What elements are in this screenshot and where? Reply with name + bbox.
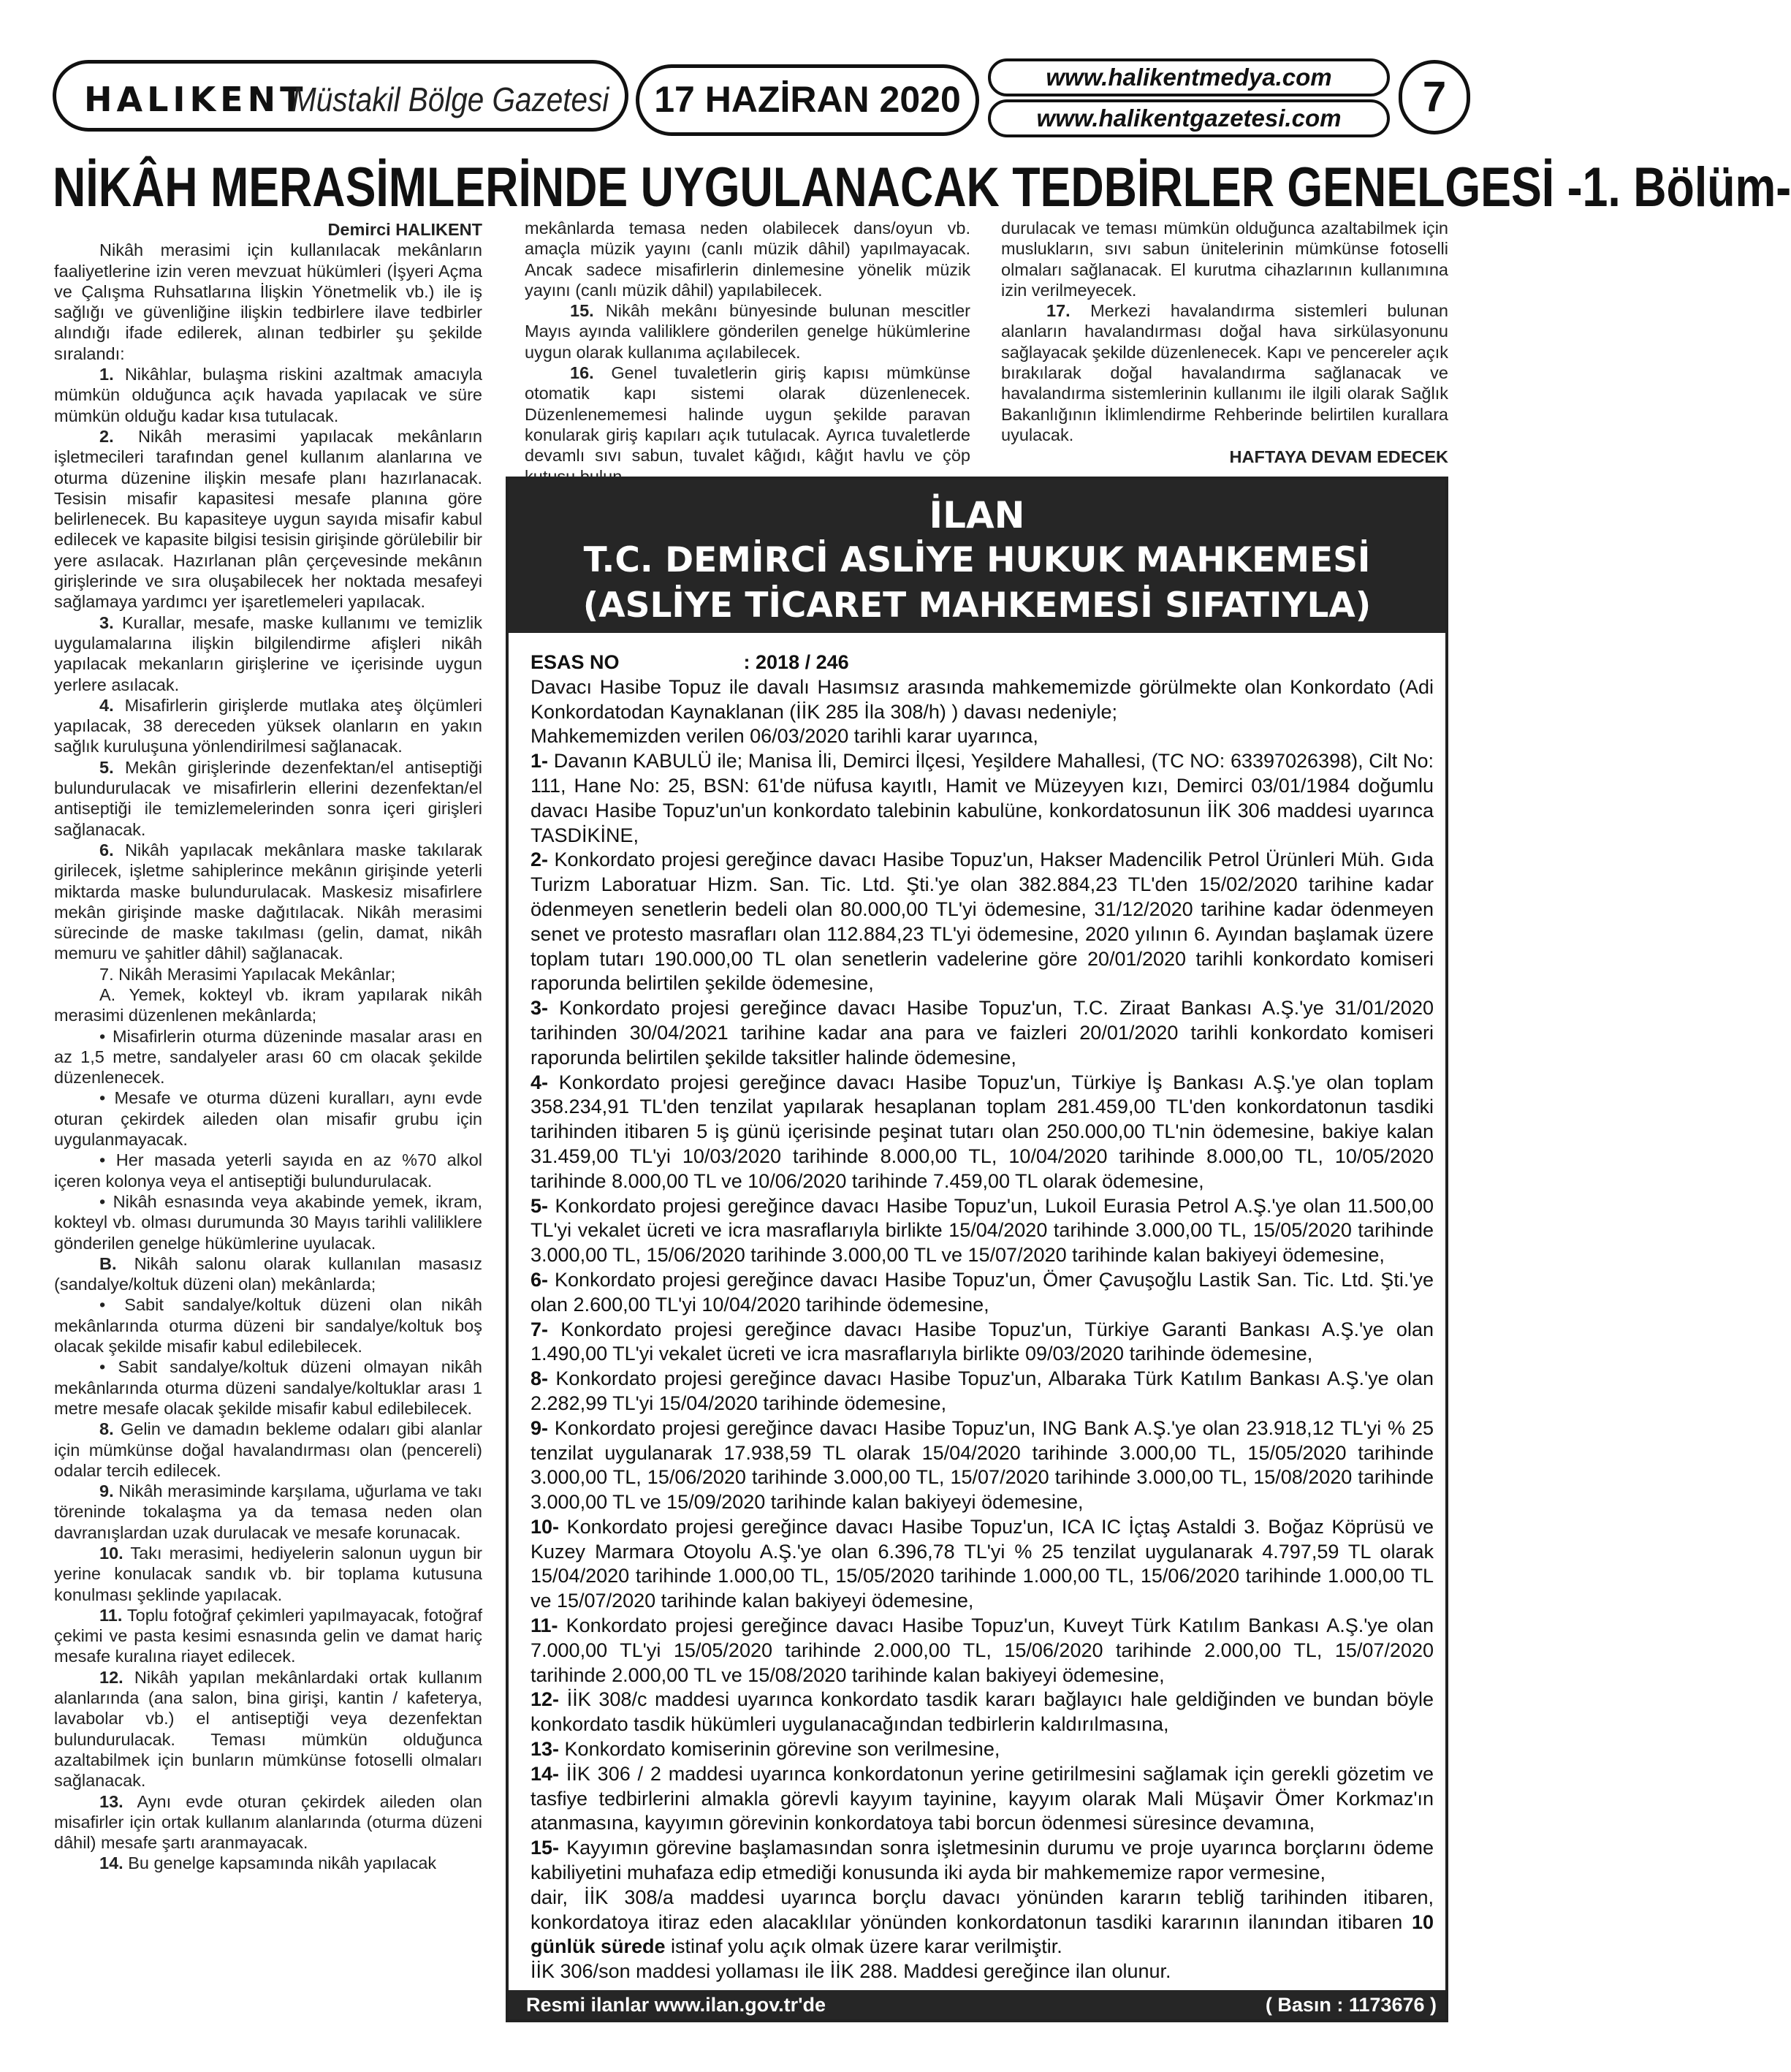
paragraph — [54, 984, 482, 1026]
paragraph-text: Konkordato projesi gereğince davacı Hasibe Topuz'un, Albaraka Türk Katılım Bankası A.Ş.'ye olan 2.282,99 TL'yi 15/04/2020 tarihinde ödemesine, — [531, 1367, 1434, 1414]
paragraph-text: Misafirlerin girişlerde mutlaka ateş ölçümleri yapılacak, 38 dereceden yüksek olanların en yakın sağlık kuruluşuna yönlendirilmesi sağlanacak. — [54, 695, 482, 756]
legal-notice-body — [531, 650, 1434, 1984]
paragraph-text: Konkordato projesi gereğince davacı Hasibe Topuz'un, ICA IC İçtaş Astaldi 3. Boğaz Köprüsü ve Kuzey Marmara Otoyolu A.Ş.'ye olan 6.396,78 TL'yi % 25 tenzilat uygulanarak 4.797,59 TL olarak 15/04/2020 tarihinde 1.000,00 TL, 15/05/2020 tarihinde 1.000,00 TL, 15/06/2020 tarihinde 1.000,00 TL ve 15/07/2020 tarihinde kalan bakiyeyi ödemesine, — [531, 1515, 1434, 1612]
continued-notice: HAFTAYA DEVAM EDECEK — [1229, 447, 1448, 467]
paragraph-number: 6- — [531, 1268, 549, 1291]
paragraph — [525, 218, 970, 300]
paragraph-text: Davanın KABULÜ ile; Manisa İli, Demirci İlçesi, Yeşildere Mahallesi, (TC NO: 63397026398), Cilt No: 111, Hane No: 25, BSN: 61'de nüfusa kayıtlı, Hamit ve Müzeyyen kızı, Demirci 03/01/1984 doğumlu davacı Hasibe Topuz'un'un konkordato talebinin kabulüne, konkordatosunun İİK 306 maddesi uyarınca TASDİKİNE, — [531, 750, 1434, 846]
paragraph-text: Toplu fotoğraf çekimleri yapılmayacak, fotoğraf çekimi ve pasta kesimi esnasında gelin ve damat hariç mesafe kuralına riayet edilecek. — [54, 1605, 482, 1666]
paragraph — [531, 675, 1434, 725]
case-number-value: : 2018 / 246 — [743, 651, 849, 673]
paragraph — [54, 240, 482, 364]
paragraph — [531, 996, 1434, 1070]
paragraph-number: 8- — [531, 1367, 549, 1390]
paragraph — [1001, 218, 1448, 300]
paragraph-text: Konkordato projesi gereğince davacı Hasibe Topuz'un, Hakser Madencilik Petrol Ürünleri Müh. Gıda Turizm Laboratuar Hizm. San. Tic. Ltd. Şti.'ye olan 382.884,23 TL'den 15/02/2020 tarihine kadar ödenmeyen senetlerin bedeli olan 80.000,00 TL'yi ödemesine, 31/12/2020 tarihine kadar ödenmeyen senet ve protesto masrafları olan 112.884,23 TL'yi ödemesine, 2020 yılının 6. Ayından başlamak üzere toplam tutarı 190.000,00 TL olan senetlerin vadelerine göre 20/01/2020 tarihli konkordato komiseri raporunda belirtilen şekilde ödemesine, — [531, 849, 1434, 995]
paragraph — [54, 364, 482, 426]
paragraph-number: 9. — [99, 1481, 114, 1501]
paragraph-number: 5. — [99, 757, 114, 777]
paragraph-text: Nikâh merasiminde karşılama, uğurlama ve takı töreninde tokalaşma ya da temasa neden olan davranışlardan uzak durulacak ve mesafe korunacak. — [54, 1481, 482, 1542]
paragraph — [54, 1853, 482, 1873]
brand-box — [53, 60, 628, 132]
paragraph-text: Mahkememizden verilen 06/03/2020 tarihli karar uyarınca, — [531, 725, 1038, 748]
paragraph — [525, 300, 970, 363]
paragraph — [531, 1318, 1434, 1367]
article-column-1-body — [54, 240, 482, 1873]
paragraph-number: 1- — [531, 750, 549, 773]
paragraph-number: 15- — [531, 1837, 560, 1859]
paragraph — [54, 1356, 482, 1419]
paragraph-text: • Her masada yeterli sayıda en az %70 alkol içeren kolonya veya el antiseptiği bulundurulacak. — [54, 1150, 482, 1191]
paragraph — [54, 1088, 482, 1150]
paragraph — [531, 1762, 1434, 1836]
paragraph — [54, 426, 482, 612]
paragraph — [54, 1191, 482, 1253]
paragraph-number: 14. — [99, 1853, 123, 1873]
paragraph-text: Bu genelge kapsamında nikâh yapılacak — [128, 1853, 437, 1873]
paragraph — [525, 363, 970, 487]
paragraph-number: 12. — [99, 1667, 123, 1687]
paragraph-text: Kayyımın görevine başlamasından sonra işletmesinin durumu ve proje uyarınca borçlarını ödeme kabiliyetini muhafaza edip etmediği konusunda iki ayda bir mahkememize rapor vermesine, — [531, 1837, 1434, 1884]
newspaper-tagline: Müstakil Bölge Gazetesi — [292, 80, 609, 118]
paragraph — [531, 1614, 1434, 1688]
paragraph-text: Nikâh mekânı bünyesinde bulunan mescitler Mayıs ayında valiliklere gönderilen genelge hükümlerine uygun olarak kullanıma açılabilecek. — [525, 301, 971, 362]
paragraph — [54, 612, 482, 695]
article-column-2-body — [525, 218, 970, 487]
paragraph-text: A. Yemek, kokteyl vb. ikram yapılarak nikâh merasimi düzenlenen mekânlarda; — [54, 984, 482, 1025]
legal-notice-paragraphs — [531, 675, 1434, 1984]
paragraph — [54, 695, 482, 757]
paragraph — [531, 1416, 1434, 1515]
paragraph-text: Nikâh yapılacak mekânlara maske takılarak girilecek, işletme sahiplerince mekânın girişinde yeterli miktarda maske bulundurulacak. Maskesiz misafirlere mekân girişinde maske dağıtılacak. Nikâh merasimi sürecinde de maske takılması (gelin, damat, nikâh memuru ve şahitler dâhil) sağlanacak. — [54, 840, 483, 963]
paragraph-text: Konkordato projesi gereğince davacı Hasibe Topuz'un, Türkiye Garanti Bankası A.Ş.'ye olan 1.490,00 TL'yi vekalet ücreti ve icra masraflarıyla birlikte 09/03/2020 tarihinde ödemesine, — [531, 1318, 1434, 1365]
paragraph-number: 3. — [99, 612, 114, 632]
paragraph-text: Konkordato projesi gereğince davacı Hasibe Topuz'un, Türkiye İş Bankası A.Ş.'ye olan toplam 358.234,91 TL'den tenzilat yapılarak hesaplanan toplam 281.459,00 TL'den konkordatonun tasdiki tarihinden itibaren 5 iş günü içerisinde peşinat tutarı olan 250.000,00 TL'nin ödemesine, bakiye kalan 31.459,00 TL'yi 10/03/2020 tarihinde 8.000,00 TL, 10/04/2020 tarihinde 8.000,00 TL, 10/05/2020 tarihinde 8.000,00 TL ve 10/06/2020 tarihinde 7.459,00 TL olarak ödemesine, — [531, 1071, 1434, 1192]
legal-notice-header — [509, 479, 1445, 633]
article-byline: Demirci HALIKENT — [327, 220, 482, 239]
paragraph-text: Davacı Hasibe Topuz ile davalı Hasımsız arasında mahkememizde görülmekte olan Konkordato (Adi Konkordatodan Kaynaklanan (İİK 285 İla 308/h) ) davası nedeniyle; — [531, 675, 1434, 723]
paragraph-number: 13- — [531, 1738, 560, 1761]
paragraph — [54, 757, 482, 840]
paragraph-text: Nikâh yapılan mekânlardaki ortak kullanım alanlarında (ana salon, bina girişi, kantin / kafeterya, lavabolar vb.) el antiseptiği veya dezenfektan bulundurulacak. Teması mümkün olduğunca azaltabilmek için bunların mümkünse fotoselli olmaları sağlanacak. — [54, 1667, 482, 1791]
paragraph-number: 17. — [1046, 301, 1071, 321]
paragraph — [531, 1688, 1434, 1737]
paragraph — [531, 724, 1434, 749]
newspaper-name: HALIKENT — [84, 80, 308, 119]
court-capacity: (ASLİYE TİCARET MAHKEMESİ SIFATIYLA) — [582, 585, 1372, 626]
paragraph-text: Nikâhlar, bulaşma riskini azaltmak amacıyla mümkün olduğunca açık havada yapılacak ve süre mümkün olduğu kadar kısa tutulacak. — [54, 365, 482, 425]
paragraph-number: 15. — [570, 301, 594, 321]
paragraph — [54, 964, 482, 984]
paragraph-text: • Misafirlerin oturma düzeninde masalar arası en az 1,5 metre, sandalyeler arası 60 cm olacak şekilde düzenlenecek. — [54, 1026, 482, 1088]
website-link-medya[interactable]: www.halikentmedya.com — [988, 58, 1390, 96]
paragraph — [531, 1515, 1434, 1614]
paragraph-number: 12- — [531, 1688, 560, 1711]
paragraph-text: Konkordato projesi gereğince davacı Hasibe Topuz'un, T.C. Ziraat Bankası A.Ş.'ye 31/01/2020 tarihinden 30/04/2021 tarihine kadar ana para ve faizleri 20/01/2020 tarihli konkordato komiseri raporunda belirtilen şekilde taksitler halinde ödemesine, — [531, 997, 1434, 1069]
paragraph-number: 10. — [99, 1544, 123, 1563]
paragraph — [54, 1481, 482, 1543]
paragraph — [54, 1419, 482, 1481]
paragraph-number: 5- — [531, 1194, 549, 1217]
paragraph-text: Genel tuvaletlerin giriş kapısı mümkünse otomatik kapı sistemi olarak düzenlenecek. Düzenlenememesi halinde uygun şekilde paravan konularak giriş kapıları açık tutulacak. Ayrıca tuvaletlerde devamlı sıvı sabun, tuvalet kâğıdı, kâğıt havlu ve çöp — [525, 363, 970, 466]
paragraph-text: Mekân girişlerinde dezenfektan/el antiseptiği bulundurulacak ve misafirlerin ellerini dezenfektan/el antiseptiği ile temizlemelerinden sonra içeri girişleri sağlanacak. — [54, 757, 482, 839]
article-headline: NİKÂH MERASİMLERİNDE UYGULANACAK TEDBİRLER GENELGESİ -1. Bölüm- — [53, 156, 1791, 219]
paragraph-text: İİK 306/son maddesi yollaması ile İİK 288. Maddesi gereğince ilan olunur. — [531, 1960, 1171, 1983]
paragraph-text: 7. Nikâh Merasimi Yapılacak Mekânlar; — [99, 964, 396, 984]
legal-notice — [506, 477, 1448, 2022]
paragraph — [1001, 300, 1448, 445]
paragraph-text: mekânlarda temasa neden olabilecek dans/oyun vb. amaçla müzik yayını (canlı müzik dâhil) yapılmayacak. Ancak sadece misafirlerin dinlemesine yönelik müzik yayını (canlı müzik dâhil) yapılabilecek. — [525, 219, 970, 300]
paragraph-number: 11- — [531, 1614, 558, 1637]
paragraph-text: Nikâh salonu olarak kullanılan masasız (sandalye/koltuk düzeni olan) mekânlarda; — [54, 1253, 482, 1294]
paragraph-number: 2. — [99, 426, 114, 446]
paragraph-text: Konkordato projesi gereğince davacı Hasibe Topuz'un, ING Bank A.Ş.'ye olan 23.918,12 TL'yi % 25 tenzilat uygulanarak 17.938,59 TL olarak 15/04/2020 tarihinde 3.000,00 TL, 15/05/2020 tarihinde 3.000,00 TL, 15/06/2020 tarihinde 3.000,00 TL, 15/07/2020 tarihinde 3.000,00 TL, 15/08/2020 tarihinde 3.000,00 TL ve 15/09/2020 tarihinde kalan bakiyeyi ödemesine, — [531, 1416, 1434, 1514]
paragraph-tail: istinaf yolu açık olmak üzere karar verilmiştir. — [671, 1935, 1062, 1958]
paragraph-number: 1. — [99, 365, 114, 384]
paragraph-text: Merkezi havalandırma sistemleri bulunan alanların havalandırması doğal hava sirkülasyonunu sağlayacak şekilde düzenlenecek. Kapı ve pencereler açık bırakılarak doğal havalandırma sağlanacak ve havalandırma sistemlerinin kullanımı ile ilgili olarak Sağlık Bakanlığının İklimlendirme Rehberinde belirtilen kurallara uyulacak. — [1001, 301, 1448, 444]
paragraph-text: • Sabit sandalye/koltuk düzeni olan nikâh mekânlarında oturma düzeni bir sandalye/koltuk boş olacak şekilde misafir kabul edilebilecek. — [54, 1295, 482, 1356]
page-number: 7 — [1399, 60, 1470, 134]
paragraph — [531, 1194, 1434, 1268]
paragraph — [54, 1543, 482, 1605]
paragraph-text: Takı merasimi, hediyelerin salonun uygun bir yerine konulacak sandık vb. bir toplama kutusuna konulması şeklinde yapılacak. — [54, 1544, 483, 1604]
paragraph-number: 4- — [531, 1071, 549, 1093]
paragraph — [531, 848, 1434, 996]
case-number — [531, 650, 1434, 675]
paragraph-number: B. — [99, 1253, 117, 1273]
paragraph — [54, 1667, 482, 1791]
website-link-gazetesi[interactable]: www.halikentgazetesi.com — [988, 99, 1390, 137]
paragraph-text: dair, İİK 308/a maddesi uyarınca borçlu davacı yönünden kararın tebliğ tarihinden itibaren, konkordatoya itiraz eden alacaklılar yönünden konkordatonun tasdiki kararının ilanından itibaren — [531, 1886, 1434, 1933]
paragraph — [54, 1150, 482, 1191]
paragraph — [54, 1294, 482, 1356]
paragraph — [531, 749, 1434, 848]
paragraph-text: Nikâh merasimi yapılacak mekânların işletmecileri tarafından genel kullanım alanlarına ve oturma düzenine ilişkin mesafe planı hazırlanacak. Tesisin misafir kapasitesi mesafe planına göre belirlenecek. Bu kapasiteye uygun sayıda misafir kabul edilecek ve kapasite bilgisi tesisin girişinde görülebilir bir yere asılacak. Hazırlanan plân çerçevesinde mekânın girişlerinde ve sıra oluşabilecek her noktada mesafeyi sağlamaya yardımcı yer işaretlemeleri yapılacak. — [54, 426, 482, 612]
paragraph — [531, 1959, 1434, 1984]
paragraph — [54, 1791, 482, 1853]
paragraph-text: İİK 306 / 2 maddesi uyarınca konkordatonun yerine getirilmesini sağlamak için gerekli gözetim ve tasfiye tedbirlerini almakla görevli kayyım tayinine, kayyım olarak Mali Müşavir Ömer Korkmaz'ın atanmasına, kayyımın görevinin konkordatoya tabi borcun ödenmesi süresince devamına, — [531, 1762, 1434, 1834]
paragraph-number: 9- — [531, 1416, 549, 1439]
paragraph-text: durulacak ve teması mümkün olduğunca azaltabilmek için muslukların, sıvı sabun ünitelerinin mümkünse fotoselli olmaları sağlanacak. El kurutma cihazlarının kullanımına izin verilmeyecek. — [1001, 219, 1448, 300]
paragraph-number: 16. — [570, 363, 594, 383]
paragraph-number: 2- — [531, 849, 549, 871]
paragraph-number: 3- — [531, 997, 549, 1020]
legal-notice-footer — [509, 1990, 1445, 2019]
paragraph — [531, 1071, 1434, 1194]
paragraph — [531, 1836, 1434, 1886]
paragraph — [54, 1605, 482, 1667]
paragraph-number: 10- — [531, 1515, 560, 1538]
paragraph-text: Konkordato projesi gereğince davacı Hasibe Topuz'un, Ömer Çavuşoğlu Lastik San. Tic. Ltd. Şti.'ye olan 2.600,00 TL'yi 10/04/2020 tarihinde ödemesine, — [531, 1268, 1434, 1316]
article-column-2 — [525, 218, 970, 487]
paragraph — [54, 1026, 482, 1088]
paragraph-text: Gelin ve damadın bekleme odaları gibi alanlar için mümkünse doğal havalandırması olan (pencereli) odalar tercih edilecek. — [54, 1419, 482, 1480]
paragraph-text: Kurallar, mesafe, maske kullanımı ve temizlik uygulamalarına ilişkin bilgilendirme afişleri nikâh yapılacak mekanların girişlerine ve içerisinde uygun yerlere asılacak. — [54, 612, 483, 694]
paragraph — [531, 1367, 1434, 1416]
issue-date: 17 HAZİRAN 2020 — [636, 64, 979, 136]
case-number-label: ESAS NO — [531, 651, 620, 673]
masthead — [53, 54, 1470, 143]
article-column-3 — [1001, 218, 1448, 468]
paragraph — [531, 1737, 1434, 1762]
paragraph — [531, 1886, 1434, 1959]
paragraph-text: Konkordato projesi gereğince davacı Hasibe Topuz'un, Kuveyt Türk Katılım Bankası A.Ş.'ye olan 7.000,00 TL'yi 15/05/2020 tarihinde 2.000,00 TL, 15/06/2020 tarihinde 2.000,00 TL, 15/07/2020 tarihinde 2.000,00 TL ve 15/08/2020 tarihinde kalan bakiyeyi ödemesine, — [531, 1614, 1434, 1686]
paragraph-number: 11. — [99, 1605, 123, 1625]
article-column-3-body — [1001, 218, 1448, 445]
paragraph-number: 7- — [531, 1318, 549, 1340]
court-name: T.C. DEMİRCİ ASLİYE HUKUK MAHKEMESİ — [583, 540, 1371, 580]
article-column-1 — [54, 219, 482, 1874]
paragraph-number: 6. — [99, 840, 114, 859]
paragraph — [54, 1253, 482, 1295]
paragraph — [54, 840, 482, 964]
paragraph-number: 14- — [531, 1762, 560, 1785]
paragraph-number: 4. — [99, 695, 114, 715]
press-code: ( Basın : 1173676 ) — [1265, 1994, 1437, 2016]
paragraph-text: • Nikâh esnasında veya akabinde yemek, ikram, kokteyl vb. olması durumunda 30 Mayıs tarihli valiliklere gönderilen genelge hükümlerine uyulacak. — [54, 1191, 482, 1253]
emphasis-text: 10 günlük sürede — [531, 1910, 1434, 1958]
paragraph-number: 13. — [99, 1791, 123, 1811]
paragraph-text: Konkordato komiserinin görevine son verilmesine, — [564, 1738, 1000, 1761]
paragraph-text: • Sabit sandalye/koltuk düzeni olmayan nikâh mekânlarında oturma düzeni sandalye/koltuklar arası 1 metre mesafe olacak şekilde misafir kabul edilebilecek. — [54, 1357, 482, 1418]
paragraph-number: 8. — [99, 1419, 114, 1439]
official-notices-link[interactable]: Resmi ilanlar www.ilan.gov.tr'de — [526, 1994, 826, 2016]
paragraph-text: Nikâh merasimi için kullanılacak mekânların faaliyetlerine izin veren mevzuat hükümleri (İşyeri Açma ve Çalışma Ruhsatlarına İlişkin Yönetmelik vb.) ile iş sağlığı ve güvenliğine ilişkin tedbirlere ilave tedbirler alındığı ifade edilerek, alınan tedbirler şu şekilde sıralandı: — [54, 240, 482, 363]
paragraph-text: • Mesafe ve oturma düzeni kuralları, aynı evde oturan çekirdek aileden olan misafir grubu için uygulanmayacak. — [54, 1088, 482, 1150]
paragraph-text: Konkordato projesi gereğince davacı Hasibe Topuz'un, Lukoil Eurasia Petrol A.Ş.'ye olan 11.500,00 TL'yi vekalet ücreti ve icra masraflarıyla birlikte 15/04/2020 tarihinde 3.000,00 TL, 15/05/2020 tarihinde 3.000,00 TL, 15/06/2020 tarihinde 3.000,00 TL ve 15/07/2020 tarihinde kalan bakiyeyi ödemesine, — [531, 1194, 1434, 1267]
paragraph-text: Aynı evde oturan çekirdek aileden olan misafirler için ortak kullanım alanlarında (oturma düzeni dâhil) mesafe şartı aranmayacak. — [54, 1791, 483, 1853]
paragraph — [531, 1268, 1434, 1318]
legal-notice-title: İLAN — [929, 494, 1025, 536]
paragraph-text: İİK 308/c maddesi uyarınca konkordato tasdik kararı bağlayıcı hale geldiğinden ve bundan böyle konkordato tasdik hükümleri uygulanacağından tedbirlerin kaldırılmasına, — [531, 1688, 1434, 1736]
